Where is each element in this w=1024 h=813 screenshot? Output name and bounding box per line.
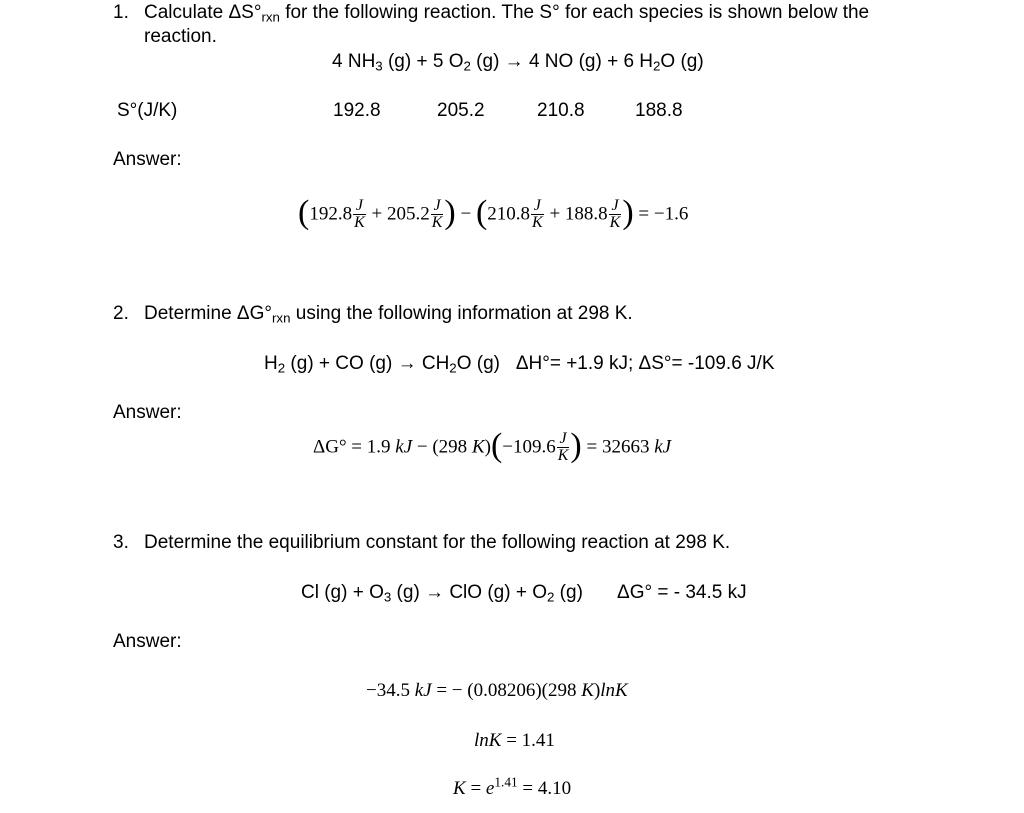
q1-number: 1. [113, 2, 129, 23]
q1-entropy-h2o: 188.8 [635, 100, 683, 121]
q1-entropy-label: S°(J/K) [117, 100, 178, 121]
q3-prompt: Determine the equilibrium constant for the following reaction at 298 K. [144, 532, 731, 553]
q3-equation-1: −34.5 kJ = − (0.08206)(298 K)lnK [366, 680, 628, 701]
q3-number: 3. [113, 532, 129, 553]
q2-prompt: Determine $\Delta G^\circ_{rxn}$ using the following information at 298 K. [144, 303, 633, 326]
q3-gibbs-value: ΔG° = - 34.5 kJ [617, 582, 747, 603]
q3-equation-3: $K = e^{1.41} = 4.10$ [453, 774, 572, 799]
q2-reaction: $H_2$ (g) + CO $(g) \to CH_2O$ (g) ΔH°= +1.9 kJ; ΔS°= -109.6 J/K [264, 353, 775, 376]
q1-entropy-no: 210.8 [537, 100, 585, 121]
q2-answer-equation: ΔG° = 1.9 kJ − (298 K)(−109.6 $\frac{J}{K}$ ) = 32663 kJ [313, 427, 672, 464]
q1-prompt-line2: reaction. [144, 26, 217, 47]
q3-answer-label: Answer: [113, 631, 182, 652]
q1-entropy-nh3: 192.8 [333, 100, 381, 121]
q3-equation-2: lnK = 1.41 [474, 730, 555, 751]
q1-answer-label: Answer: [113, 149, 182, 170]
q2-number: 2. [113, 303, 129, 324]
q3-reaction: Cl $(g) + O_3$ (g) → ClO $(g) + O_2$ (g) [301, 582, 583, 605]
q2-answer-label: Answer: [113, 402, 182, 423]
q1-answer-equation: (192.8 $\frac{J}{K}$ + 205.2 $\frac{J}{K}$ ) − (210.8 $\frac{J}{K}$ + 188.8 $\frac{J}{K}$ ) = −1.6 [298, 194, 689, 231]
q1-entropy-o2: 205.2 [437, 100, 485, 121]
q1-prompt-line1: Calculate $\Delta S^\circ_{rxn}$ for the following reaction. The S° for each species is shown below the [144, 2, 870, 25]
q1-reaction: 4 $NH_3$ (g) + 5 $O_2$ (g) → 4 NO (g) + 6 $H_2O$ (g) [332, 51, 704, 74]
